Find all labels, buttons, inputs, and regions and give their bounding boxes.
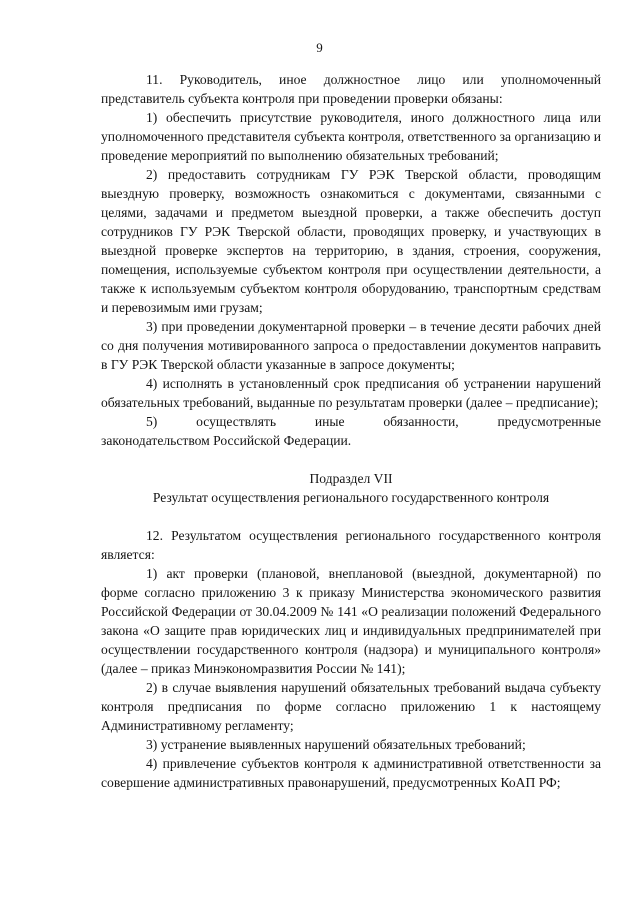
paragraph-12-item-1: 1) акт проверки (плановой, внеплановой (выездной, документарной) по форме согласно приложению 3 к приказу Министерства экономического развития Российской Федерации от 30.04.2009 № 141 «О реализации положений Федерального закона «О защите прав юридических лиц и индивидуальных предпринимателей при осуществлении государственного контроля (надзора) и муниципального контроля» (далее – приказ Минэкономразвития России № 141); — [101, 566, 601, 676]
paragraph-12: 12. Результатом осуществления регионального государственного контроля является: — [101, 528, 601, 562]
subsection-subtitle: Результат осуществления регионального государственного контроля — [152, 490, 550, 505]
document-body — [101, 70, 601, 792]
paragraph-11: 11. Руководитель, иное должностное лицо или уполномоченный представитель субъекта контроля при проведении проверки обязаны: — [101, 72, 601, 106]
paragraph-11-item-2: 2) предоставить сотрудникам ГУ РЭК Тверской области, проводящим выездную проверку, возможность ознакомиться с документами, связанными с целями, задачами и предметом выездной проверки, а также обеспечить доступ сотрудников ГУ РЭК Тверской области, проводящих проверку, и участвующих в выездной проверке экспертов на территорию, в здания, строения, сооружения, помещения, используемые субъектом контроля при осуществлении деятельности, а также к используемым субъектом контроля оборудованию, транспортным средствам и перевозимым ими грузам; — [101, 167, 601, 315]
paragraph-11-item-4: 4) исполнять в установленный срок предписания об устранении нарушений обязательных требований, выданные по результатам проверки (далее – предписание); — [101, 376, 601, 410]
paragraph-11-item-5-line-1: 5) осуществлять иные обязанности, предусмотренные — [146, 414, 601, 429]
paragraph-11-item-1: 1) обеспечить присутствие руководителя, иного должностного лица или уполномоченного представителя субъекта контроля, ответственного за организацию и проведение мероприятий по выполнению обязательных требований; — [101, 110, 602, 163]
paragraph-12-item-3: 3) устранение выявленных нарушений обязательных требований; — [146, 737, 526, 752]
paragraph-11-item-3: 3) при проведении документарной проверки – в течение десяти рабочих дней со дня получения мотивированного запроса о предоставлении документов направить в ГУ РЭК Тверской области указанные в запросе документы; — [101, 319, 601, 372]
paragraph-11-item-5-line-2: законодательством Российской Федерации. — [101, 433, 352, 448]
page-number: 9 — [316, 40, 323, 55]
subsection-title: Подраздел VII — [309, 471, 393, 486]
paragraph-12-item-4: 4) привлечение субъектов контроля к административной ответственности за совершение административных правонарушений, предусмотренных КоАП РФ; — [101, 756, 601, 790]
paragraph-12-item-2: 2) в случае выявления нарушений обязательных требований выдача субъекту контроля предписания по форме согласно приложению 1 к настоящему Административному регламенту; — [101, 680, 601, 733]
